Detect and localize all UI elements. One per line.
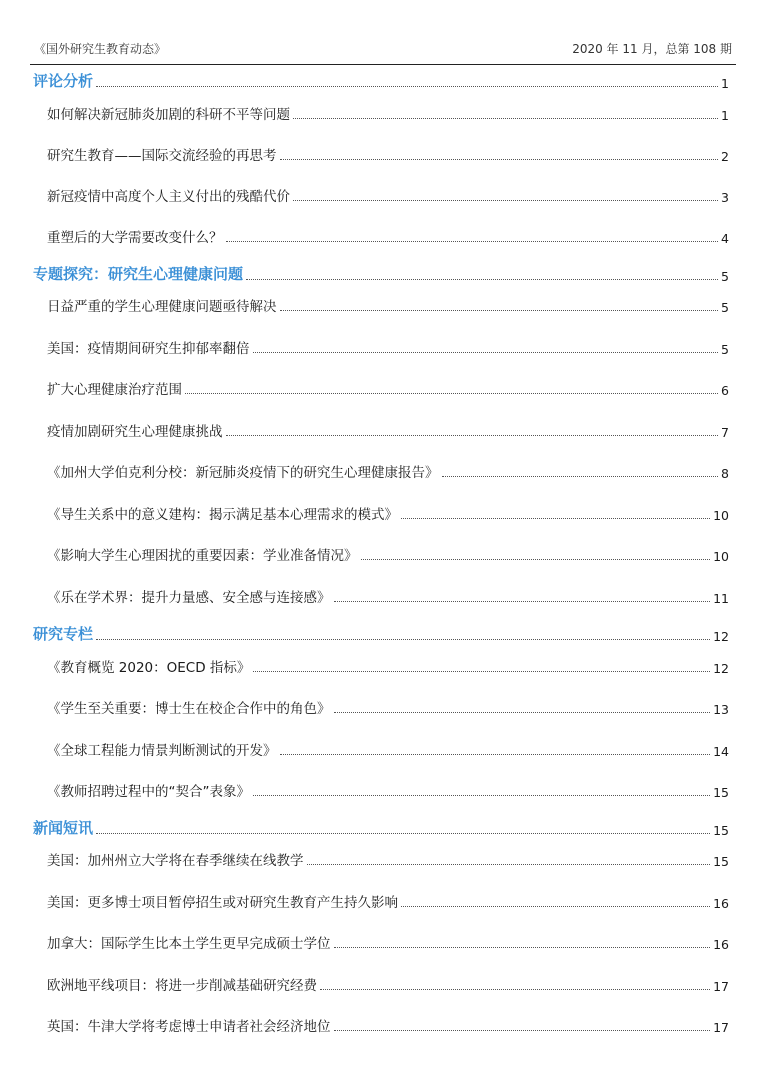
dot-leader bbox=[334, 600, 711, 602]
dot-leader bbox=[246, 278, 718, 280]
toc-page-number: 2 bbox=[721, 149, 729, 164]
dot-leader bbox=[280, 753, 711, 755]
toc-page-number: 8 bbox=[721, 466, 729, 481]
toc-entry[interactable] bbox=[0, 739, 766, 759]
dot-leader bbox=[361, 558, 711, 560]
toc-page-number: 7 bbox=[721, 425, 729, 440]
toc-entry-title: 《乐在学术界：提升力量感、安全感与连接感》 bbox=[47, 590, 331, 606]
toc-page-number: 5 bbox=[721, 269, 729, 284]
toc-entry[interactable] bbox=[0, 932, 766, 952]
toc-page-number: 5 bbox=[721, 300, 729, 315]
toc-entry[interactable] bbox=[0, 503, 766, 523]
toc-entry[interactable] bbox=[0, 295, 766, 315]
dot-leader bbox=[226, 434, 719, 436]
dot-leader bbox=[96, 85, 718, 87]
toc-entry-title: 新闻短讯 bbox=[33, 819, 94, 837]
toc-entry-title: 《加州大学伯克利分校：新冠肺炎疫情下的研究生心理健康报告》 bbox=[47, 465, 439, 481]
toc-page-number: 12 bbox=[713, 629, 729, 644]
toc-page-number: 3 bbox=[721, 190, 729, 205]
toc-entry-title: 《学生至关重要：博士生在校企合作中的角色》 bbox=[47, 701, 331, 717]
toc-entry[interactable] bbox=[0, 780, 766, 800]
toc-page-number: 13 bbox=[713, 702, 729, 717]
dot-leader bbox=[253, 670, 710, 672]
toc-page-number: 16 bbox=[713, 896, 729, 911]
toc-section-entry[interactable] bbox=[0, 624, 766, 644]
toc-entry-title: 美国：加州州立大学将在春季继续在线教学 bbox=[47, 853, 304, 869]
toc-entry-title: 加拿大：国际学生比本土学生更早完成硕士学位 bbox=[47, 936, 331, 952]
toc-entry[interactable] bbox=[0, 337, 766, 357]
toc-page-number: 15 bbox=[713, 785, 729, 800]
toc-entry-title: 评论分析 bbox=[33, 72, 94, 90]
dot-leader bbox=[293, 199, 718, 201]
toc-entry-title: 欧洲地平线项目：将进一步削减基础研究经费 bbox=[47, 978, 317, 994]
dot-leader bbox=[96, 832, 710, 834]
toc-entry[interactable] bbox=[0, 185, 766, 205]
toc-entry[interactable] bbox=[0, 891, 766, 911]
dot-leader bbox=[307, 863, 711, 865]
issue-info: 2020 年 11 月，总第 108 期 bbox=[572, 42, 732, 56]
dot-leader bbox=[334, 1029, 711, 1031]
toc-page-number: 16 bbox=[713, 937, 729, 952]
toc-page-number: 5 bbox=[721, 342, 729, 357]
toc-page-number: 10 bbox=[713, 508, 729, 523]
dot-leader bbox=[293, 117, 718, 119]
toc-entry[interactable] bbox=[0, 544, 766, 564]
toc-page-number: 11 bbox=[713, 591, 729, 606]
toc-entry-title: 《导生关系中的意义建构：揭示满足基本心理需求的模式》 bbox=[47, 507, 398, 523]
dot-leader bbox=[401, 905, 710, 907]
toc-page-number: 12 bbox=[713, 661, 729, 676]
toc-entry[interactable] bbox=[0, 849, 766, 869]
toc-page-number: 15 bbox=[713, 823, 729, 838]
toc-page-number: 6 bbox=[721, 383, 729, 398]
dot-leader bbox=[96, 638, 710, 640]
toc-entry-title: 疫情加剧研究生心理健康挑战 bbox=[47, 424, 223, 440]
toc-entry-title: 研究生教育——国际交流经验的再思考 bbox=[47, 148, 277, 164]
toc-entry-title: 《影响大学生心理困扰的重要因素：学业准备情况》 bbox=[47, 548, 358, 564]
toc-entry[interactable] bbox=[0, 226, 766, 246]
toc-section-entry[interactable] bbox=[0, 818, 766, 838]
toc-entry-title: 《教师招聘过程中的“契合”表象》 bbox=[47, 784, 250, 800]
journal-title: 《国外研究生教育动态》 bbox=[34, 42, 167, 56]
dot-leader bbox=[253, 351, 719, 353]
toc-entry[interactable] bbox=[0, 461, 766, 481]
dot-leader bbox=[185, 392, 718, 394]
toc-entry[interactable] bbox=[0, 697, 766, 717]
toc-entry[interactable] bbox=[0, 656, 766, 676]
dot-leader bbox=[226, 240, 719, 242]
toc-entry-title: 扩大心理健康治疗范围 bbox=[47, 382, 182, 398]
toc-entry-title: 美国：疫情期间研究生抑郁率翻倍 bbox=[47, 341, 250, 357]
dot-leader bbox=[334, 946, 711, 948]
toc-entry-title: 新冠疫情中高度个人主义付出的残酷代价 bbox=[47, 189, 290, 205]
dot-leader bbox=[401, 517, 710, 519]
toc-entry[interactable] bbox=[0, 103, 766, 123]
toc-entry-title: 日益严重的学生心理健康问题亟待解决 bbox=[47, 299, 277, 315]
toc-entry-title: 《全球工程能力情景判断测试的开发》 bbox=[47, 743, 277, 759]
dot-leader bbox=[442, 475, 719, 477]
toc-entry[interactable] bbox=[0, 420, 766, 440]
toc-page-number: 10 bbox=[713, 549, 729, 564]
toc-entry-title: 美国：更多博士项目暂停招生或对研究生教育产生持久影响 bbox=[47, 895, 398, 911]
toc-page-number: 1 bbox=[721, 108, 729, 123]
toc-entry-title: 《教育概览 2020：OECD 指标》 bbox=[47, 660, 251, 676]
toc-entry[interactable] bbox=[0, 586, 766, 606]
toc-entry[interactable] bbox=[0, 378, 766, 398]
toc-entry-title: 专题探究：研究生心理健康问题 bbox=[33, 265, 244, 283]
dot-leader bbox=[280, 158, 719, 160]
toc-page-number: 4 bbox=[721, 231, 729, 246]
toc-page-number: 15 bbox=[713, 854, 729, 869]
toc-entry-title: 如何解决新冠肺炎加剧的科研不平等问题 bbox=[47, 107, 290, 123]
toc-entry-title: 研究专栏 bbox=[33, 625, 94, 643]
dot-leader bbox=[320, 988, 710, 990]
toc-entry[interactable] bbox=[0, 1015, 766, 1035]
toc-page-number: 17 bbox=[713, 979, 729, 994]
toc-page-number: 1 bbox=[721, 76, 729, 91]
toc-entry-title: 重塑后的大学需要改变什么？ bbox=[47, 230, 223, 246]
toc-page-number: 14 bbox=[713, 744, 729, 759]
toc-section-entry[interactable] bbox=[0, 264, 766, 284]
toc-section-entry[interactable] bbox=[0, 71, 766, 91]
dot-leader bbox=[334, 711, 711, 713]
dot-leader bbox=[280, 309, 719, 311]
toc-page-number: 17 bbox=[713, 1020, 729, 1035]
toc-entry-title: 英国：牛津大学将考虑博士申请者社会经济地位 bbox=[47, 1019, 331, 1035]
dot-leader bbox=[253, 794, 710, 796]
toc-entry[interactable] bbox=[0, 144, 766, 164]
toc-entry[interactable] bbox=[0, 974, 766, 994]
